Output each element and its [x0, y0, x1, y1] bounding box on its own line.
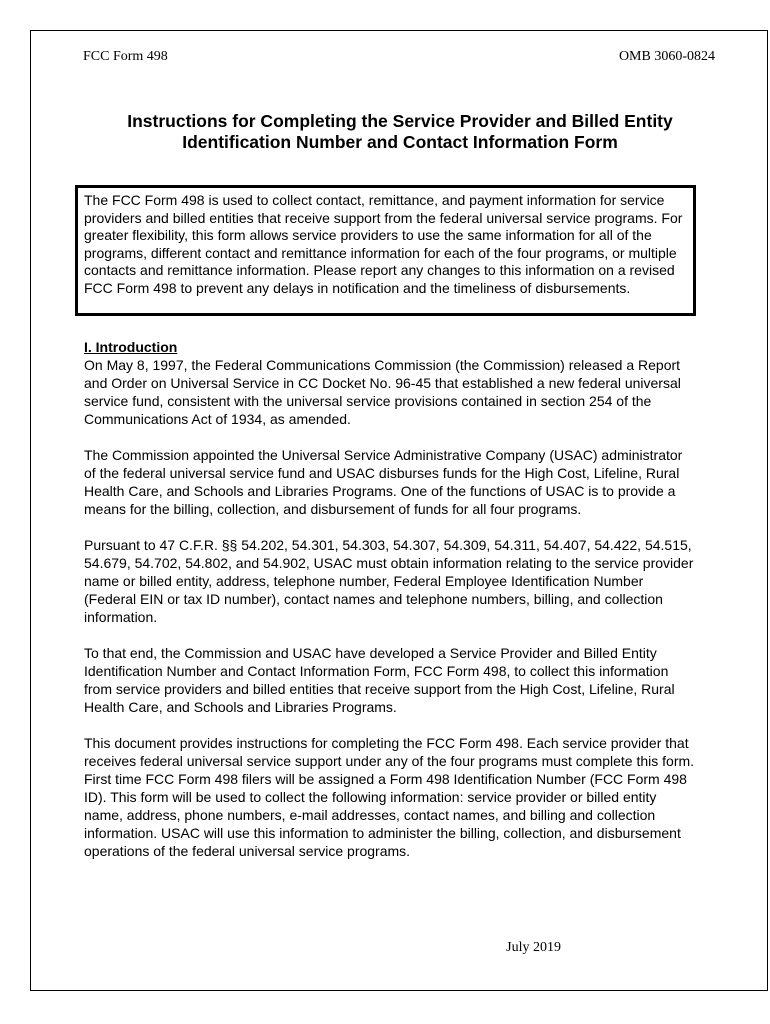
- intro-paragraph-1: On May 8, 1997, the Federal Communications Commission (the Commission) released a Report and Order on Universal Service in CC Docket No. 96-45 that established a new federal universal service fund, consistent with the universal service provisions contained in section 254 of the Communications Act of 1934, as amended.: [84, 357, 681, 427]
- form-label: FCC Form 498: [83, 49, 168, 64]
- title-line-2: Identification Number and Contact Information Form: [182, 132, 618, 152]
- title-line-1: Instructions for Completing the Service Provider and Billed Entity: [127, 111, 673, 131]
- intro-paragraph-5: This document provides instructions for completing the FCC Form 498. Each service provider that receives federal universal service support under any of the four programs must complete this form. First time FCC Form 498 filers will be assigned a Form 498 Identification Number (FCC Form 498 ID). This form will be used to collect the following information: service provider or billed entity name, address, phone numbers, e-mail addresses, contact names, and billing and collection information. USAC will use this information to administer the billing, collection, and disbursement operations of the federal universal service programs.: [84, 735, 695, 859]
- introduction-section: [84, 338, 696, 878]
- summary-box: [75, 185, 696, 316]
- intro-paragraph-4: To that end, the Commission and USAC have developed a Service Provider and Billed Entity Identification Number and Contact Information Form, FCC Form 498, to collect this information from service providers and billed entities that receive support from the High Cost, Lifeline, Rural Health Care, and Schools and Libraries Programs.: [84, 645, 675, 715]
- footer-date: July 2019: [506, 940, 561, 955]
- document-page: [30, 30, 768, 991]
- intro-paragraph-2: The Commission appointed the Universal Service Administrative Company (USAC) administrator of the federal universal service fund and USAC disburses funds for the High Cost, Lifeline, Rural Health Care, and Schools and Libraries Programs. One of the functions of USAC is to provide a means for the billing, collection, and disbursement of funds for all four programs.: [84, 447, 683, 517]
- section-heading: I. Introduction: [84, 339, 178, 355]
- summary-text: The FCC Form 498 is used to collect contact, remittance, and payment information for service providers and billed entities that receive support from the federal universal service programs. For greater flexibility, this form allows service providers to use the same information for all of the programs, different contact and remittance information for each of the four programs, or multiple contacts and remittance information. Please report any changes to this information on a revised FCC Form 498 to prevent any delays in notification and the timeliness of disbursements.: [84, 192, 683, 296]
- intro-paragraph-3: Pursuant to 47 C.F.R. §§ 54.202, 54.301, 54.303, 54.307, 54.309, 54.311, 54.407, 54.422, 54.515, 54.679, 54.702, 54.802, and 54.902, USAC must obtain information relating to the service provider name or billed entity, address, telephone number, Federal Employee Identification Number (Federal EIN or tax ID number), contact names and telephone numbers, billing, and collection information.: [84, 537, 694, 625]
- document-title: [71, 111, 729, 153]
- omb-number: OMB 3060-0824: [618, 49, 715, 64]
